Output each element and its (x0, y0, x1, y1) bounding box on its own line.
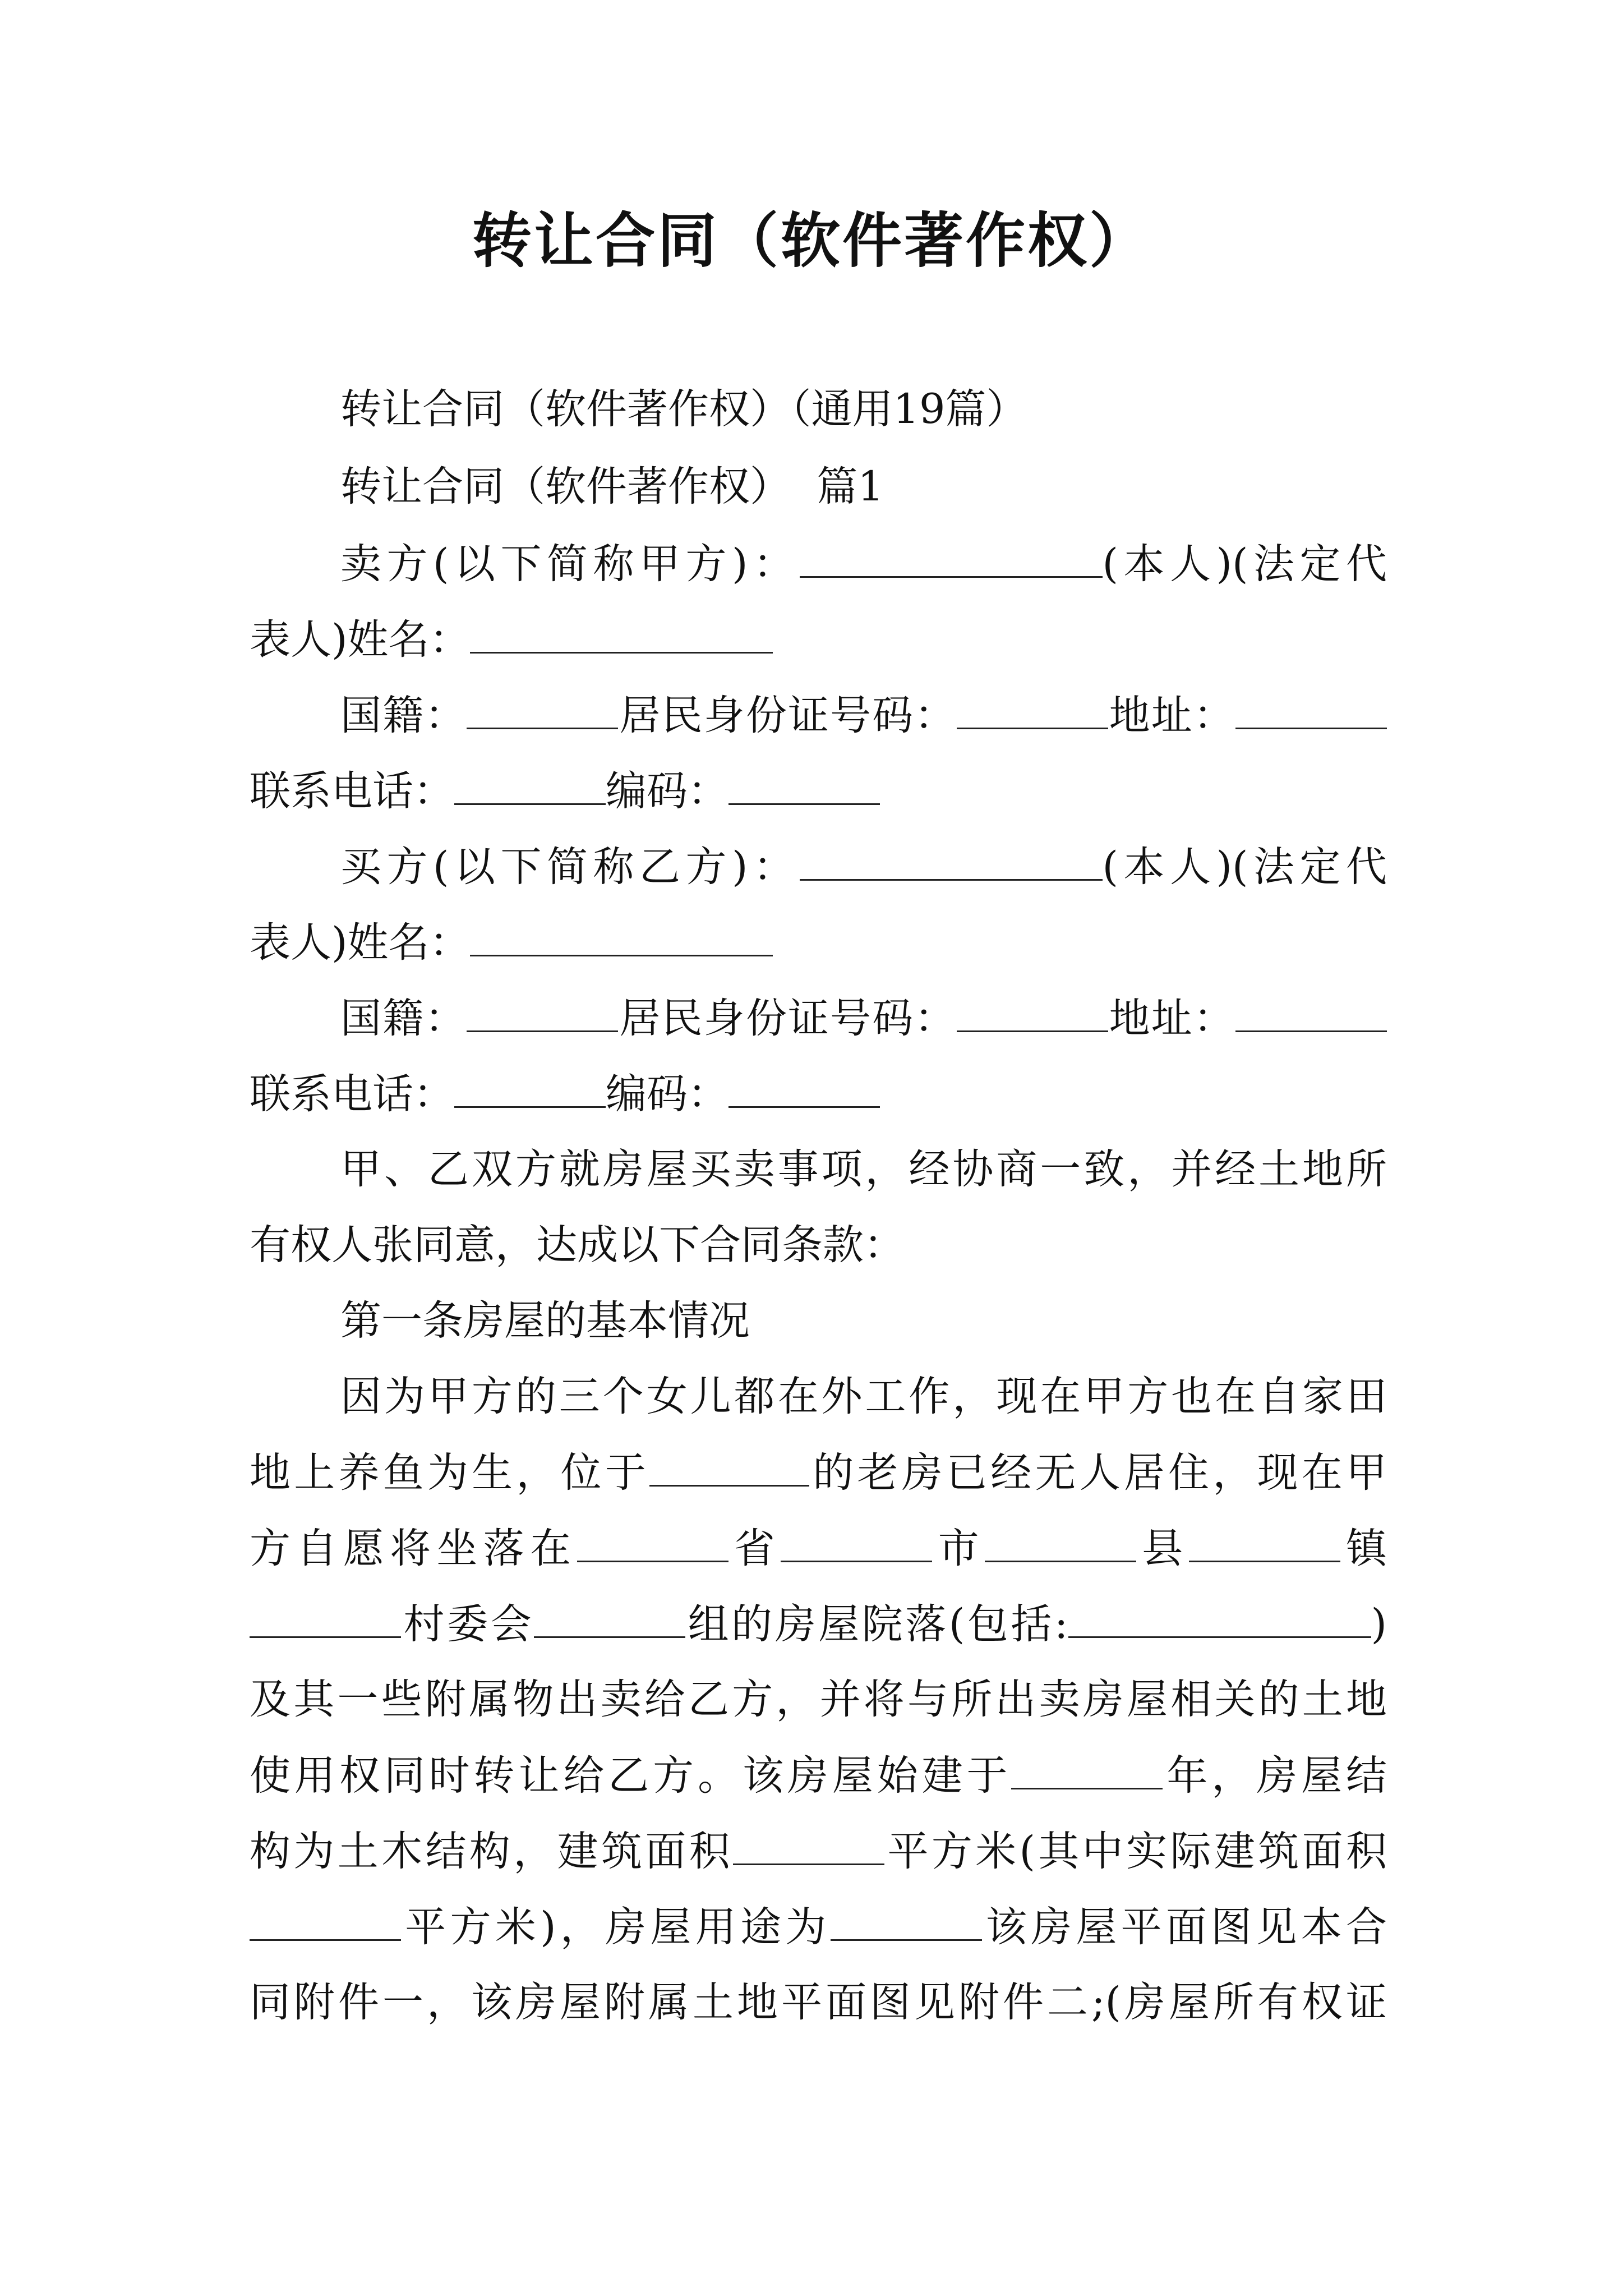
blank (1235, 687, 1387, 729)
article-heading: 第一条房屋的基本情况 (340, 1297, 750, 1345)
blank (454, 1066, 606, 1108)
blank (467, 990, 618, 1032)
blank (250, 1596, 401, 1638)
blank (957, 990, 1108, 1032)
blank (577, 1520, 728, 1562)
blank (1068, 1596, 1371, 1638)
paragraph-line: 地上养鱼为生，位于 的老房已经无人居住，现在甲 (250, 1444, 1387, 1501)
seller-phone-line: 联系电话： 编码： (250, 763, 880, 819)
paragraph-line: 构为土木结构，建筑面积 平方米(其中实际建筑面积 (250, 1823, 1387, 1879)
paragraph-line: 因为甲方的三个女儿都在外工作，现在甲方也在自家田 (340, 1373, 1387, 1420)
paragraph-line: 使用权同时转让给乙方。该房屋始建于 年，房屋结 (250, 1747, 1387, 1803)
seller-rep-blank (470, 611, 773, 654)
paragraph-line: 平方米)，房屋用途为 该房屋平面图见本合 (250, 1899, 1387, 1955)
seller-line: 卖方(以下简称甲方)： (本人)(法定代 (340, 536, 1387, 592)
seller-name-blank (800, 536, 1103, 578)
buyer-phone-line: 联系电话： 编码： (250, 1066, 880, 1122)
blank (649, 1444, 809, 1487)
buyer-nationality-line: 国籍： 居民身份证号码： 地址： (340, 990, 1387, 1046)
buyer-name-blank (800, 839, 1103, 881)
blank (250, 1899, 401, 1941)
paragraph-line: 甲、乙双方就房屋买卖事项，经协商一致，并经土地所 (340, 1145, 1387, 1193)
document-title: 转让合同（软件著作权） (472, 206, 1151, 275)
blank (1235, 990, 1387, 1032)
blank (1189, 1520, 1340, 1562)
section-heading: 转让合同（软件著作权） 篇1 (340, 463, 884, 510)
seller-rep-line: 表人)姓名： (250, 611, 773, 668)
blank (957, 687, 1108, 729)
blank (454, 763, 606, 805)
blank (831, 1899, 982, 1941)
subtitle-line: 转让合同（软件著作权）（通用19篇） (340, 385, 1027, 433)
buyer-line: 买方(以下简称乙方)： (本人)(法定代 (340, 839, 1387, 895)
buyer-rep-blank (470, 914, 773, 956)
paragraph-line: 村委会 组的房屋院落(包括: ) (250, 1596, 1387, 1652)
blank (728, 763, 880, 805)
blank (781, 1520, 932, 1562)
blank (733, 1823, 884, 1865)
paragraph-line: 及其一些附属物出卖给乙方，并将与所出卖房屋相关的土地 (250, 1676, 1387, 1723)
paragraph-line: 同附件一，该房屋附属土地平面图见附件二;(房屋所有权证 (250, 1978, 1387, 2026)
buyer-rep-line: 表人)姓名： (250, 914, 773, 970)
paragraph-line: 有权人张同意，达成以下合同条款： (250, 1221, 905, 1269)
blank (467, 687, 618, 729)
seller-nationality-line: 国籍： 居民身份证号码： 地址： (340, 687, 1387, 743)
blank (985, 1520, 1136, 1562)
paragraph-line: 方自愿将坐落在 省 市 县 镇 (250, 1520, 1387, 1576)
blank (534, 1596, 685, 1638)
blank (1011, 1747, 1163, 1789)
blank (728, 1066, 880, 1108)
